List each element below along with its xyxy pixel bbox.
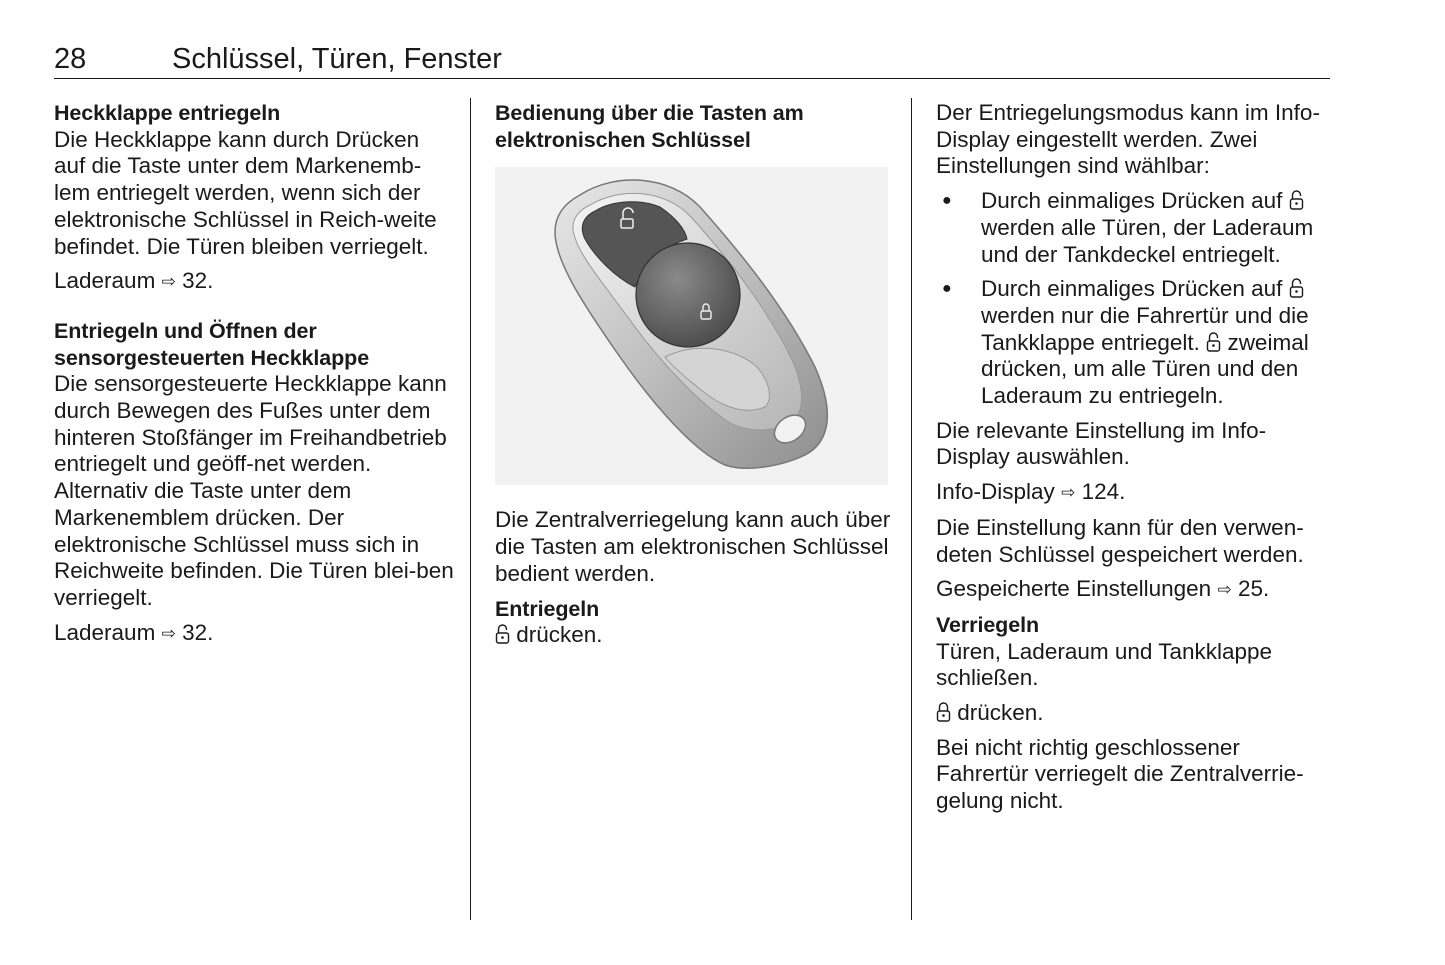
cross-reference[interactable]: Info-Display ⇨ 124. [936, 479, 1336, 507]
list-item: ● Durch einmaliges Drücken auf werden nur die Fahrertür und die Tankklappe entriegelt. zweimal drücken, um alle Türen und den Laderaum zu entriegeln. [936, 276, 1336, 410]
column-3 [936, 100, 1336, 823]
instruction-lock: drücken. [936, 700, 1336, 727]
heading-sensorgesteuerte-heckklappe: Entriegeln und Öffnen der sensorgesteuerten Heckklappe [54, 318, 370, 370]
section-title: Schlüssel, Türen, Fenster [172, 43, 502, 75]
column-2 [495, 100, 895, 657]
unlock-icon [1289, 277, 1304, 299]
column-divider [911, 98, 912, 920]
page-header [54, 40, 1330, 79]
heading-bedienung-tasten: Bedienung über die Tasten am elektronischen Schlüssel [495, 101, 804, 152]
page-number: 28 [54, 43, 87, 75]
instruction-unlock: drücken. [495, 622, 895, 649]
cross-reference[interactable]: Gespeicherte Einstellungen ⇨ 25. [936, 576, 1336, 604]
unlock-icon [1289, 189, 1304, 211]
paragraph: Türen, Laderaum und Tankklappe schließen. [936, 638, 1273, 691]
paragraph: Die Einstellung kann für den verwen-deten Schlüssel gespeichert werden. [936, 514, 1304, 567]
cross-reference[interactable]: Laderaum ⇨ 32. [54, 268, 454, 296]
key-fob-figure [495, 167, 888, 485]
paragraph: Die sensorgesteuerte Heckklappe kann durch Bewegen des Fußes unter dem hinteren Stoßfänger im Freihandbetrieb entriegelt und geöff-net werden. Alternativ die Taste unter dem Markenemblem drücken. Der elektronische Schlüssel muss sich in Reichweite befinden. Die Türen blei-ben verriegelt. [54, 371, 454, 610]
unlock-icon [1206, 331, 1221, 353]
heading-entriegeln: Entriegeln [495, 596, 600, 621]
cross-reference[interactable]: Laderaum ⇨ 32. [54, 620, 454, 648]
reference-arrow-icon: ⇨ [1061, 483, 1076, 503]
paragraph: Die Heckklappe kann durch Drücken auf die Taste unter dem Markenemb-lem entriegelt werden, wenn sich der elektronische Schlüssel in Reich-weite befindet. Die Türen bleiben verriegelt. [54, 126, 437, 259]
unlock-icon [495, 623, 510, 645]
heading-verriegeln: Verriegeln [936, 612, 1039, 637]
list-item: ● Durch einmaliges Drücken auf werden alle Türen, der Laderaum und der Tankdeckel entriegelt. [936, 188, 1336, 268]
paragraph: Der Entriegelungsmodus kann im Info-Display eingestellt werden. Zwei Einstellungen sind wählbar: [936, 100, 1320, 179]
column-1 [54, 100, 454, 655]
column-divider [470, 98, 471, 920]
remote-key-fob-icon [495, 167, 888, 485]
reference-arrow-icon: ⇨ [161, 623, 176, 643]
reference-arrow-icon: ⇨ [161, 272, 176, 292]
paragraph: Die relevante Einstellung im Info-Display auswählen. [936, 417, 1267, 470]
heading-heckklappe-entriegeln: Heckklappe entriegeln [54, 101, 281, 125]
option-list [936, 188, 1336, 410]
reference-arrow-icon: ⇨ [1217, 580, 1232, 600]
lock-icon [936, 701, 951, 723]
paragraph: Die Zentralverriegelung kann auch über die Tasten am elektronischen Schlüssel bedient werden. [495, 507, 891, 586]
paragraph: Bei nicht richtig geschlossener Fahrertür verriegelt die Zentralverrie-gelung nicht. [936, 734, 1304, 814]
